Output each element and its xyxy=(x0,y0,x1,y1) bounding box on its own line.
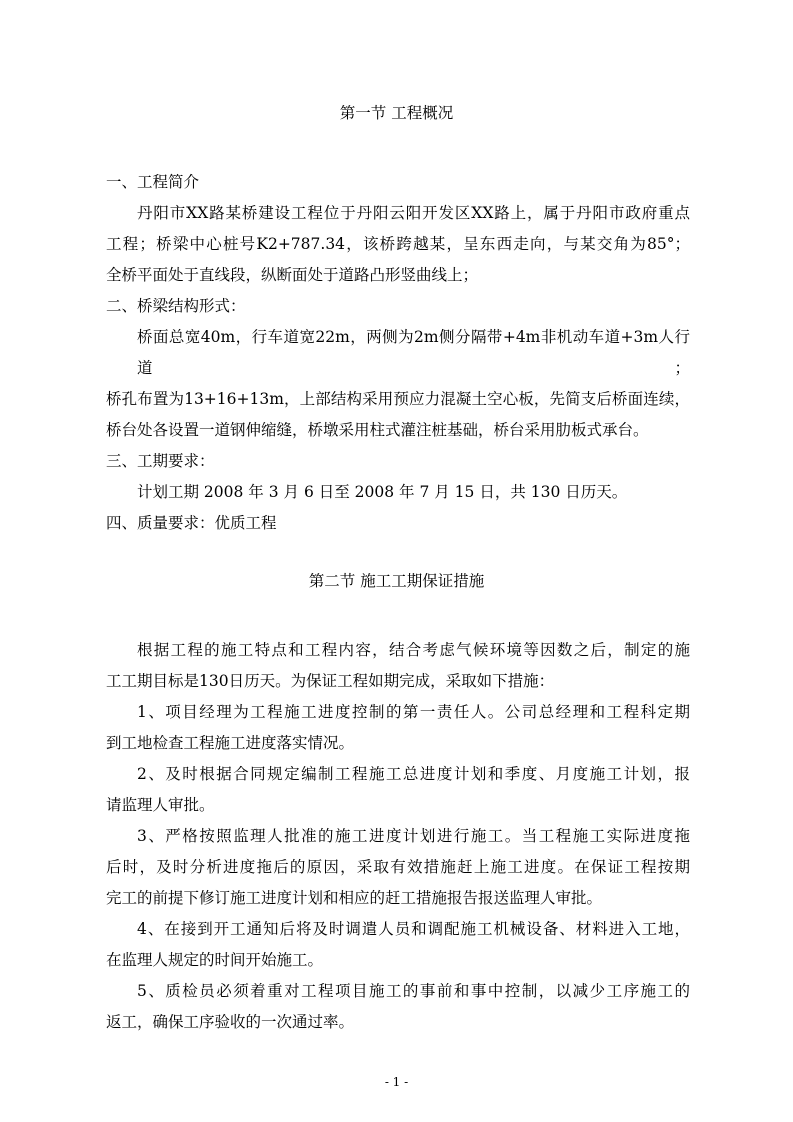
paragraph-line: 5、质检员必须着重对工程项目施工的事前和事中控制，以减少工序施工的 xyxy=(137,982,690,1000)
section2-title: 第二节 施工工期保证措施 xyxy=(308,572,485,590)
paragraph xyxy=(106,322,690,446)
paragraph xyxy=(106,821,690,914)
paragraph-line: 根据工程的施工特点和工程内容，结合考虑气候环境等因数之后，制定的施 xyxy=(137,641,690,659)
paragraph-line: 工工期目标是130日历天。为保证工程如期完成，采取如下措施： xyxy=(106,672,555,690)
paragraph-line: 工程；桥梁中心桩号K2+787.34，该桥跨越某，呈东西走向，与某交角为85°； xyxy=(106,235,690,253)
section-heading: 四、质量要求：优质工程 xyxy=(106,514,277,532)
paragraph xyxy=(106,198,690,291)
paragraph-line: 3、严格按照监理人批准的施工进度计划进行施工。当工程施工实际进度拖 xyxy=(137,827,690,845)
paragraph-line: 桥孔布置为13+16+13m，上部结构采用预应力混凝土空心板，先简支后桥面连续， xyxy=(106,390,690,408)
paragraph-line: 全桥平面处于直线段，纵断面处于道路凸形竖曲线上； xyxy=(106,266,479,284)
paragraph xyxy=(106,477,690,508)
section-heading: 一、工程简介 xyxy=(106,173,200,191)
paragraph-line: 1、项目经理为工程施工进度控制的第一责任人。公司总经理和工程科定期 xyxy=(137,703,690,721)
paragraph xyxy=(106,697,690,759)
paragraph xyxy=(106,635,690,697)
section-heading: 三、工期要求： xyxy=(106,452,215,470)
paragraph-line: 完工的前提下修订施工进度计划和相应的赶工措施报告报送监理人审批。 xyxy=(106,889,603,907)
paragraph xyxy=(106,914,690,976)
paragraph-line: 计划工期 2008 年 3 月 6 日至 2008 年 7 月 15 日，共 130 日历天。 xyxy=(137,483,628,501)
page-number: - 1 - xyxy=(384,1075,409,1089)
paragraph-line: 请监理人审批。 xyxy=(106,796,215,814)
paragraph xyxy=(106,976,690,1038)
paragraph-line: 后时，及时分析进度拖后的原因，采取有效措施赶上施工进度。在保证工程按期 xyxy=(106,858,690,876)
paragraph-line: 2、及时根据合同规定编制工程施工总进度计划和季度、月度施工计划，报 xyxy=(137,765,690,783)
paragraph-line: 返工，确保工序验收的一次通过率。 xyxy=(106,1013,355,1031)
section2-body xyxy=(106,635,690,1038)
paragraph-line: 到工地检查工程施工进度落实情况。 xyxy=(106,734,355,752)
paragraph-line: 桥台处各设置一道钢伸缩缝，桥墩采用柱式灌注桩基础，桥台采用肋板式承台。 xyxy=(106,421,649,439)
paragraph-line: 4、在接到开工通知后将及时调遣人员和调配施工机械设备、材料进入工地， xyxy=(137,920,690,938)
paragraph-line: 桥面总宽40m，行车道宽22m，两侧为2m侧分隔带+4m非机动车道+3m人行道； xyxy=(137,328,690,377)
paragraph-line: 丹阳市XX路某桥建设工程位于丹阳云阳开发区XX路上，属于丹阳市政府重点 xyxy=(137,204,690,222)
section-heading: 二、桥梁结构形式： xyxy=(106,297,246,315)
section1-body xyxy=(106,167,690,539)
section1-title: 第一节 工程概况 xyxy=(339,104,454,122)
paragraph xyxy=(106,759,690,821)
paragraph-line: 在监理人规定的时间开始施工。 xyxy=(106,951,324,969)
